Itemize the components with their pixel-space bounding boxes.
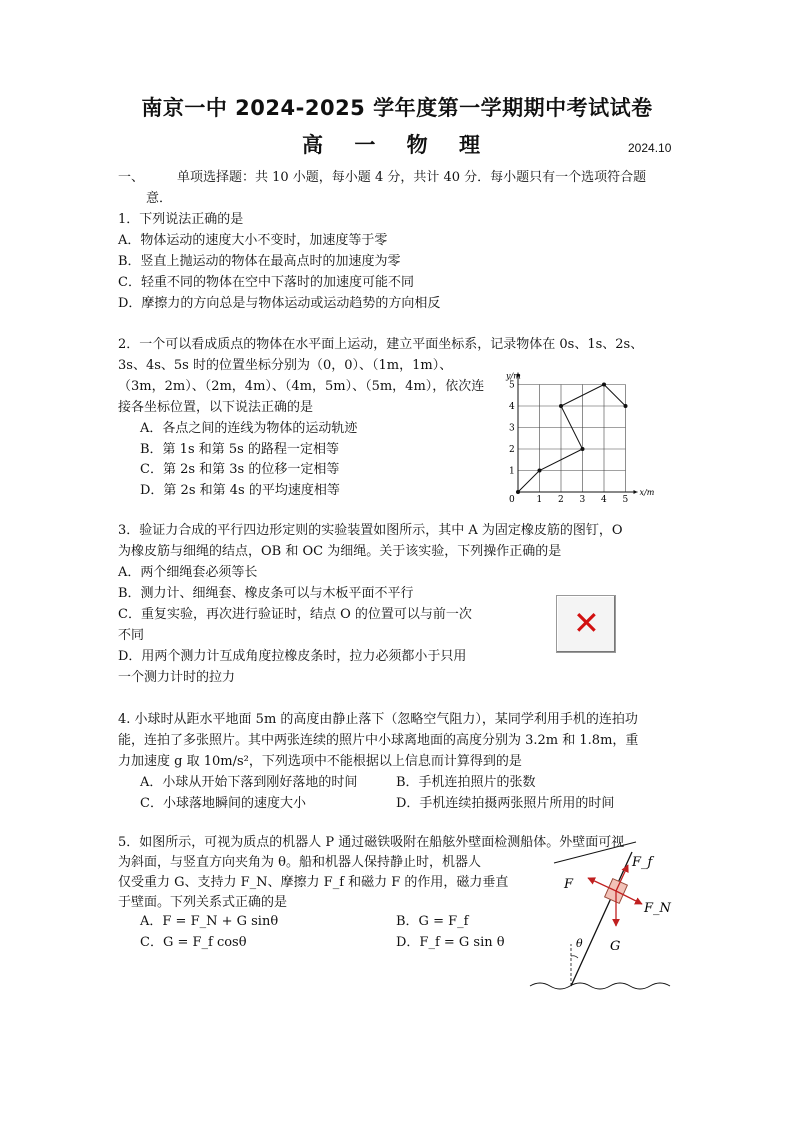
y-tick-label: 4: [509, 402, 515, 412]
y-tick-label: 3: [509, 423, 515, 434]
q2-option-a: A．各点之间的连线为物体的运动轨迹: [140, 421, 358, 436]
q5-stem-line1: 5．如图所示，可视为质点的机器人 P 通过磁铁吸附在船舷外壁面检测船体。外壁面可视: [118, 835, 625, 850]
q4-option-b: B．手机连拍照片的张数: [396, 775, 536, 790]
data-point: [624, 404, 628, 408]
q1-option-c: C．轻重不同的物体在空中下落时的加速度可能不同: [118, 275, 414, 290]
data-point: [538, 469, 542, 473]
q3-option-d-line2: 一个测力计时的拉力: [118, 670, 236, 685]
q4-stem-line1: 4. 小球时从距水平地面 5m 的高度由静止落下（忽略空气阻力），某同学利用手机的连拍功: [118, 712, 638, 727]
theta-label: θ: [576, 937, 583, 950]
q1-option-a: A．物体运动的速度大小不变时，加速度等于零: [118, 233, 388, 248]
q3-option-d-line1: D．用两个测力计互成角度拉橡皮条时，拉力必须都小于只用: [118, 649, 467, 664]
q5-option-b: B．G = F_f: [396, 914, 469, 929]
force-fn-label: F_N: [644, 901, 671, 916]
exam-date: 2024.10: [628, 141, 672, 155]
y-tick-label: 2: [509, 445, 515, 455]
section-instructions-line1: 单项选择题：共 10 小题，每小题 4 分，共计 40 分．每小题只有一个选项符合题: [177, 170, 647, 185]
q2-option-c: C．第 2s 和第 3s 的位移一定相等: [140, 462, 340, 477]
q2-option-d: D．第 2s 和第 4s 的平均速度相等: [140, 483, 340, 498]
q1-stem: 1．下列说法正确的是: [118, 212, 244, 227]
section-number: 一、: [118, 170, 145, 185]
q4-stem-line2: 能，连拍了多张照片。其中两张连续的照片中小球离地面的高度分别为 3.2m 和 1.8m，重: [118, 733, 639, 748]
force-g-label: G: [610, 939, 621, 954]
force-f-label: F: [564, 877, 574, 892]
water-surface: [530, 983, 670, 989]
q2-stem-line4: 接各坐标位置，以下说法正确的是: [118, 400, 314, 415]
hull-top-edge: [554, 842, 636, 863]
data-point: [602, 383, 606, 387]
x-tick-label: 4: [601, 495, 607, 504]
origin-label: 0: [509, 495, 515, 504]
section-instructions-line2: 意．: [146, 191, 173, 206]
chart-axes: [505, 372, 655, 498]
q3-missing-image: [556, 595, 616, 653]
q3-option-a: A．两个细绳套必须等长: [118, 565, 258, 580]
force-ff-label: F_f: [632, 855, 653, 870]
y-tick-label: 5: [509, 380, 515, 391]
q2-stem-line1: 2．一个可以看成质点的物体在水平面上运动，建立平面坐标系，记录物体在 0s、1s、2s、: [118, 337, 644, 352]
q3-option-c-line2: 不同: [118, 628, 145, 643]
q5-option-a: A．F = F_N + G sinθ: [140, 914, 279, 929]
data-point: [559, 404, 563, 408]
broken-image-icon: ✕: [573, 604, 600, 642]
q4-option-c: C．小球落地瞬间的速度大小: [140, 796, 306, 811]
chart-ticks: [509, 381, 629, 505]
q4-option-d: D．手机连续拍摄两张照片所用的时间: [396, 796, 615, 811]
q5-robot-figure: [526, 840, 676, 1000]
q5-stem-line4: 于壁面。下列关系式正确的是: [118, 895, 288, 910]
data-point: [581, 447, 585, 451]
q3-stem-line1: 3．验证力合成的平行四边形定则的实验装置如图所示，其中 A 为固定橡皮筋的图钉，O: [118, 523, 623, 538]
theta-angle-arc: [571, 956, 578, 958]
q2-option-b: B．第 1s 和第 5s 的路程一定相等: [140, 442, 339, 457]
q5-option-d: D．F_f = G sin θ: [396, 935, 505, 950]
q1-option-d: D．摩擦力的方向总是与物体运动或运动趋势的方向相反: [118, 296, 441, 311]
q3-option-b: B．测力计、细绳套、橡皮条可以与木板平面不平行: [118, 586, 414, 601]
y-tick-label: 1: [509, 466, 515, 477]
x-tick-label: 5: [622, 495, 629, 504]
trajectory-line: [518, 385, 626, 493]
chart-series: [516, 383, 628, 495]
x-tick-label: 2: [558, 495, 564, 504]
q5-stem-line3: 仅受重力 G、支持力 F_N、摩擦力 F_f 和磁力 F 的作用，磁力垂直: [118, 875, 509, 890]
q2-position-chart: [498, 362, 673, 504]
q1-option-b: B．竖直上抛运动的物体在最高点时的加速度为零: [118, 254, 401, 269]
q3-stem-line2: 为橡皮筋与细绳的结点，OB 和 OC 为细绳。关于该实验，下列操作正确的是: [118, 544, 562, 559]
x-tick-label: 3: [579, 495, 586, 504]
q5-stem-line2: 为斜面，与竖直方向夹角为 θ。船和机器人保持静止时，机器人: [118, 855, 481, 870]
x-axis-label: x/m: [639, 488, 655, 497]
data-point: [516, 490, 520, 494]
x-axis-arrowhead: [634, 490, 638, 494]
q4-option-a: A．小球从开始下落到刚好落地的时间: [140, 775, 358, 790]
q5-option-c: C．G = F_f cosθ: [140, 935, 247, 950]
q4-stem-line3: 力加速度 g 取 10m/s²，下列选项中不能根据以上信息而计算得到的是: [118, 754, 522, 769]
hull-wall: [571, 852, 632, 986]
q2-stem-line3: （3m，2m）、（2m，4m）、（4m，5m）、（5m，4m），依次连: [118, 379, 485, 394]
x-tick-label: 1: [536, 495, 543, 504]
q2-stem-line2: 3s、4s、5s 时的位置坐标分别为（0，0）、（1m，1m）、: [118, 358, 453, 373]
y-axis-label: y/m: [506, 371, 521, 381]
q3-option-c-line1: C．重复实验，再次进行验证时，结点 O 的位置可以与前一次: [118, 607, 472, 622]
exam-title: 南京一中 2024-2025 学年度第一学期期中考试试卷: [141, 96, 653, 120]
subject-title: 高 一 物 理: [302, 133, 492, 157]
